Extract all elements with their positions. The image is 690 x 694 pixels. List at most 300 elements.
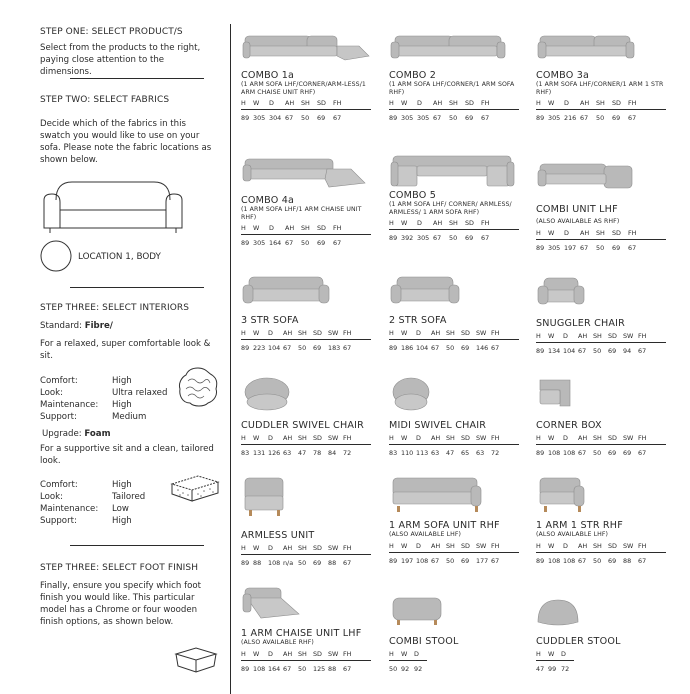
dim-label: SH xyxy=(298,544,307,552)
dim-value: 89 xyxy=(536,449,545,457)
product-name: SNUGGLER CHAIR xyxy=(536,318,626,329)
dim-label: H xyxy=(536,541,541,550)
dim-value: 67 xyxy=(491,556,500,565)
dim-label: AH xyxy=(431,434,441,442)
spec-value: High xyxy=(112,516,132,526)
dim-value: 197 xyxy=(401,556,414,565)
product-name: COMBO 3a xyxy=(536,70,590,81)
dim-value: 84 xyxy=(328,449,337,457)
dim-value: 99 xyxy=(548,665,557,673)
dim-value: 89 xyxy=(389,234,398,243)
dim-value: 134 xyxy=(548,347,561,355)
dim-value: 89 xyxy=(241,664,250,673)
dim-label: SD xyxy=(313,649,322,658)
dim-label: AH xyxy=(285,99,295,108)
standard-specs xyxy=(40,375,175,423)
dim-value: 67 xyxy=(283,664,292,673)
dim-label: W xyxy=(401,541,408,550)
upgrade-interior xyxy=(42,428,111,440)
dim-value: 67 xyxy=(431,344,440,352)
dim-label: D xyxy=(268,544,273,552)
dim-value: 113 xyxy=(416,449,429,457)
dim-value: 108 xyxy=(548,556,561,565)
dim-value: 108 xyxy=(548,449,561,457)
dim-value: 83 xyxy=(389,449,398,457)
dim-value: 50 xyxy=(298,664,307,673)
product-image-combo-1a xyxy=(241,30,371,70)
dim-label: H xyxy=(389,434,394,442)
dim-label: W xyxy=(253,329,260,337)
dimension-headers xyxy=(241,329,371,340)
dim-label: W xyxy=(401,650,408,658)
dim-label: SW xyxy=(476,541,487,550)
dim-label: AH xyxy=(578,332,588,340)
product-image-cuddler-swivel-chair xyxy=(241,376,371,416)
dim-label: H xyxy=(389,219,394,228)
dim-label: AH xyxy=(433,99,443,108)
dimension-values xyxy=(536,449,666,457)
product-image-1-arm-1-str-rhf xyxy=(536,476,666,520)
spec-key: Support: xyxy=(40,516,77,526)
dimension-headers xyxy=(536,332,666,343)
dim-label: SH xyxy=(298,329,307,337)
dim-label: SD xyxy=(461,541,470,550)
dimension-values xyxy=(389,449,519,457)
dim-label: SW xyxy=(623,541,634,550)
dim-label: FH xyxy=(491,434,500,442)
dim-label: SD xyxy=(465,219,474,228)
dim-label: SD xyxy=(465,99,474,108)
dim-label: SD xyxy=(612,228,621,237)
product-card xyxy=(389,150,519,242)
dim-value: 89 xyxy=(241,344,250,352)
dim-value: 69 xyxy=(612,114,621,123)
dimension-headers xyxy=(389,329,519,340)
dim-label: AH xyxy=(580,228,590,237)
dim-value: 50 xyxy=(596,114,605,123)
dimension-values xyxy=(241,559,371,567)
dim-value: 67 xyxy=(481,234,490,243)
dim-value: 78 xyxy=(313,449,322,457)
dim-value: 50 xyxy=(449,114,458,123)
standard-value: Fibre/ xyxy=(84,321,113,331)
step-prefix: STEP THREE: xyxy=(40,303,103,313)
dim-value: 69 xyxy=(465,234,474,243)
dim-label: SD xyxy=(461,434,470,442)
step-prefix: STEP ONE: xyxy=(40,27,92,37)
product-image-combi-unit-lhf xyxy=(536,160,666,200)
dim-label: W xyxy=(548,332,555,340)
dim-value: 69 xyxy=(317,114,326,123)
dimension-headers xyxy=(389,542,519,553)
dim-value: 50 xyxy=(593,556,602,565)
dim-label: D xyxy=(416,434,421,442)
dim-label: W xyxy=(401,99,408,108)
fibre-filling-icon xyxy=(176,365,220,409)
dim-value: 183 xyxy=(328,344,341,352)
dim-value: n/a xyxy=(283,559,294,567)
dim-value: 131 xyxy=(253,449,266,457)
dim-label: W xyxy=(548,541,555,550)
dim-value: 63 xyxy=(476,449,485,457)
product-card xyxy=(241,376,371,457)
dim-label: W xyxy=(253,434,260,442)
dim-label: SW xyxy=(328,434,339,442)
dim-label: D xyxy=(268,329,273,337)
step-title: SELECT FABRICS xyxy=(93,95,170,105)
spec-key: Look: xyxy=(40,388,64,398)
product-image-combi-stool xyxy=(389,594,519,630)
dim-label: H xyxy=(241,434,246,442)
dim-label: SH xyxy=(593,332,602,340)
dim-label: AH xyxy=(283,544,293,552)
product-card xyxy=(389,476,519,565)
product-description: (ALSO AVAILABLE AS RHF) xyxy=(536,218,620,225)
dim-value: 88 xyxy=(253,559,262,567)
dim-value: 92 xyxy=(401,665,410,673)
product-name: COMBO 2 xyxy=(389,70,437,81)
dim-value: 67 xyxy=(628,114,637,123)
dim-label: D xyxy=(563,434,568,442)
dimension-values xyxy=(536,557,666,565)
spec-value: Ultra relaxed xyxy=(112,388,168,398)
dim-value: 69 xyxy=(461,556,470,565)
dim-value: 305 xyxy=(548,243,561,252)
dim-value: 88 xyxy=(328,559,337,567)
dim-value: 305 xyxy=(253,239,266,248)
step-one-text: Select from the products to the right, paying close attention to the dimensions. xyxy=(40,43,201,77)
dim-value: 125 xyxy=(313,664,326,673)
dim-value: 108 xyxy=(563,449,576,457)
dim-label: FH xyxy=(628,228,637,237)
product-card xyxy=(536,594,666,673)
product-name: ARMLESS UNIT xyxy=(241,530,315,541)
dim-label: AH xyxy=(433,219,443,228)
spec-value: High xyxy=(112,480,132,490)
dim-label: D xyxy=(416,329,421,337)
product-card xyxy=(389,376,519,457)
dim-value: 72 xyxy=(561,665,570,673)
step-two-text: Decide which of the fabrics in this swatch you would like to use on your sofa. Please note the fabric locations as shown below. xyxy=(40,119,212,165)
dim-value: 108 xyxy=(416,556,429,565)
dimension-values xyxy=(536,665,666,673)
step-title: SELECT PRODUCT/S xyxy=(91,27,183,37)
dimension-headers xyxy=(389,99,519,110)
dimension-headers xyxy=(536,99,666,110)
dim-label: SD xyxy=(317,224,326,233)
dimension-headers xyxy=(241,99,371,110)
dim-label: SW xyxy=(476,329,487,337)
dim-value: 72 xyxy=(491,449,500,457)
dim-value: 89 xyxy=(389,556,398,565)
dim-value: 65 xyxy=(461,449,470,457)
dimension-headers xyxy=(536,434,666,445)
dimension-headers xyxy=(536,542,666,553)
sofa-outline-illustration xyxy=(42,176,184,236)
dim-label: W xyxy=(401,434,408,442)
standard-text: For a relaxed, super comfortable look & sit. xyxy=(40,339,211,361)
dim-label: SD xyxy=(608,541,617,550)
dim-label: D xyxy=(563,332,568,340)
upgrade-specs xyxy=(40,479,175,527)
product-name: 2 STR SOFA xyxy=(389,315,447,326)
step-four-heading xyxy=(40,562,198,574)
dim-value: 67 xyxy=(578,347,587,355)
product-description: (1 ARM SOFA LHF/CORNER/1 ARM SOFA RHF) xyxy=(389,81,515,96)
dim-label: SH xyxy=(301,99,310,108)
column-divider xyxy=(230,24,231,694)
dimension-values xyxy=(241,239,371,247)
dim-value: 67 xyxy=(638,449,647,457)
dim-label: D xyxy=(269,99,274,108)
product-description: (ALSO AVAILABLE LHF) xyxy=(536,531,609,538)
dim-value: 164 xyxy=(269,239,282,248)
dim-value: 50 xyxy=(389,665,398,673)
dim-label: H xyxy=(241,224,246,233)
product-card xyxy=(241,30,371,122)
product-description: (1 ARM SOFA LHF/CORNER/ARM-LESS/1 ARM CHAISE UNIT RHF) xyxy=(241,81,366,96)
dimension-values xyxy=(241,449,371,457)
dim-value: 50 xyxy=(593,347,602,355)
dim-value: 177 xyxy=(476,556,489,565)
spec-value: Low xyxy=(112,504,129,514)
dim-value: 108 xyxy=(268,559,281,567)
spec-key: Support: xyxy=(40,412,77,422)
product-name: MIDI SWIVEL CHAIR xyxy=(389,420,487,431)
dim-value: 50 xyxy=(596,243,605,252)
dim-label: FH xyxy=(628,99,637,108)
dim-value: 69 xyxy=(623,449,632,457)
dim-value: 108 xyxy=(253,664,266,673)
dim-label: H xyxy=(536,434,541,442)
dim-value: 89 xyxy=(536,114,545,123)
dim-label: SD xyxy=(313,544,322,552)
product-card xyxy=(389,30,519,122)
product-card xyxy=(536,160,666,252)
dim-value: 69 xyxy=(608,556,617,565)
standard-label: Standard: xyxy=(40,321,85,331)
dim-label: SH xyxy=(593,541,602,550)
dim-label: SH xyxy=(596,228,605,237)
dim-label: AH xyxy=(285,224,295,233)
product-name: COMBO 5 xyxy=(389,190,437,201)
product-description: (1 ARM SOFA LHF/1 ARM CHAISE UNIT RHF) xyxy=(241,206,362,221)
upgrade-label: Upgrade: xyxy=(42,429,85,439)
dim-label: D xyxy=(564,99,569,108)
product-description: (ALSO AVAILABLE RHF) xyxy=(241,639,314,646)
dim-label: W xyxy=(253,649,260,658)
product-image-corner-box xyxy=(536,376,666,416)
spec-value: Tailored xyxy=(112,492,146,502)
step-four-text: Finally, ensure you specify which foot finish you would like. This particular model has a Chrome or four wooden finish options, as shown below. xyxy=(40,581,201,627)
dim-value: 104 xyxy=(563,347,576,355)
dim-label: D xyxy=(563,541,568,550)
dim-value: 89 xyxy=(536,556,545,565)
dim-label: AH xyxy=(578,541,588,550)
product-name: COMBO 4a xyxy=(241,195,295,206)
dim-label: SD xyxy=(612,99,621,108)
dimension-values xyxy=(241,344,371,352)
dim-label: H xyxy=(389,650,394,658)
dim-value: 67 xyxy=(580,243,589,252)
dim-label: H xyxy=(389,541,394,550)
dim-label: D xyxy=(268,434,273,442)
dimension-headers xyxy=(389,219,519,230)
dimension-values xyxy=(536,347,666,355)
product-image-1-arm-chaise-unit-lhf xyxy=(241,584,371,624)
dimension-values xyxy=(536,114,666,122)
step-prefix: STEP TWO: xyxy=(40,95,94,105)
dim-value: 89 xyxy=(389,344,398,352)
product-description: (ALSO AVAILABLE LHF) xyxy=(389,531,462,538)
dim-value: 67 xyxy=(285,239,294,248)
dim-label: FH xyxy=(638,434,647,442)
dim-value: 47 xyxy=(536,665,545,673)
dim-label: SW xyxy=(623,332,634,340)
product-card xyxy=(241,584,371,673)
dimension-values xyxy=(389,344,519,352)
dim-label: W xyxy=(401,219,408,228)
dim-value: 67 xyxy=(333,114,342,123)
dim-label: SD xyxy=(313,329,322,337)
divider xyxy=(70,78,204,79)
dim-value: 50 xyxy=(446,344,455,352)
dim-label: SH xyxy=(298,649,307,658)
dim-value: 89 xyxy=(241,114,250,123)
dim-label: FH xyxy=(333,99,342,108)
dim-value: 104 xyxy=(416,344,429,352)
dim-value: 186 xyxy=(401,344,414,352)
dim-label: W xyxy=(548,99,555,108)
dim-label: W xyxy=(253,99,260,108)
dim-value: 50 xyxy=(446,556,455,565)
product-card xyxy=(536,376,666,457)
dim-label: SH xyxy=(301,224,310,233)
spec-key: Comfort: xyxy=(40,376,78,386)
product-image-combo-5 xyxy=(389,150,519,190)
dim-label: AH xyxy=(283,434,293,442)
dimension-values xyxy=(389,665,519,673)
dim-value: 67 xyxy=(433,234,442,243)
dim-value: 305 xyxy=(253,114,266,123)
dimension-headers xyxy=(536,229,666,240)
step-title: SELECT FOOT FINISH xyxy=(102,563,199,573)
dim-label: H xyxy=(241,99,246,108)
product-name: COMBO 1a xyxy=(241,70,295,81)
dim-label: W xyxy=(253,224,260,233)
dim-value: 67 xyxy=(491,344,500,352)
dim-label: D xyxy=(561,650,566,658)
dim-value: 216 xyxy=(564,114,577,123)
dim-value: 67 xyxy=(285,114,294,123)
dim-value: 89 xyxy=(536,243,545,252)
product-card xyxy=(536,276,666,355)
dim-label: D xyxy=(269,224,274,233)
dimension-values xyxy=(389,557,519,565)
dim-label: FH xyxy=(343,544,352,552)
dim-value: 50 xyxy=(301,114,310,123)
dim-label: SW xyxy=(328,544,339,552)
step-prefix: STEP THREE: xyxy=(40,563,103,573)
dim-value: 63 xyxy=(431,449,440,457)
dim-value: 67 xyxy=(343,559,352,567)
dim-value: 50 xyxy=(298,559,307,567)
dim-label: H xyxy=(241,329,246,337)
product-image-cuddler-stool xyxy=(536,594,666,630)
dimension-headers xyxy=(241,224,371,235)
dim-value: 305 xyxy=(417,114,430,123)
spec-key: Maintenance: xyxy=(40,400,99,410)
dim-label: AH xyxy=(283,649,293,658)
dim-value: 67 xyxy=(433,114,442,123)
dim-label: SW xyxy=(623,434,634,442)
dim-value: 89 xyxy=(241,239,250,248)
dim-value: 67 xyxy=(283,344,292,352)
product-name: COMBI STOOL xyxy=(389,636,459,647)
dim-label: SH xyxy=(446,541,455,550)
product-name: 3 STR SOFA xyxy=(241,315,299,326)
dim-label: SH xyxy=(446,329,455,337)
dim-value: 305 xyxy=(548,114,561,123)
dim-value: 69 xyxy=(608,449,617,457)
product-image-combo-2 xyxy=(389,30,519,70)
dim-label: SH xyxy=(298,434,307,442)
dim-label: AH xyxy=(283,329,293,337)
dim-value: 104 xyxy=(268,344,281,352)
dim-value: 88 xyxy=(623,556,632,565)
dim-label: H xyxy=(241,544,246,552)
product-image-armless-unit xyxy=(241,476,371,522)
dim-label: FH xyxy=(343,649,352,658)
dim-label: FH xyxy=(481,99,490,108)
dim-value: 72 xyxy=(343,449,352,457)
product-image-snuggler-chair xyxy=(536,276,666,316)
product-name: CUDDLER STOOL xyxy=(536,636,621,647)
dim-label: SD xyxy=(608,332,617,340)
dim-value: 88 xyxy=(328,664,337,673)
dim-label: W xyxy=(548,434,555,442)
dim-label: H xyxy=(241,649,246,658)
dim-label: D xyxy=(417,219,422,228)
dim-value: 67 xyxy=(580,114,589,123)
dim-label: D xyxy=(416,541,421,550)
product-image-combo-3a xyxy=(536,30,666,70)
dim-label: H xyxy=(536,99,541,108)
spec-key: Look: xyxy=(40,492,64,502)
dim-label: SD xyxy=(608,434,617,442)
spec-key: Maintenance: xyxy=(40,504,99,514)
dim-label: SH xyxy=(593,434,602,442)
divider xyxy=(70,545,204,546)
spec-value: High xyxy=(112,376,132,386)
step-title: SELECT INTERIORS xyxy=(102,303,190,313)
dim-label: D xyxy=(564,228,569,237)
dim-value: 164 xyxy=(268,664,281,673)
dim-label: SD xyxy=(313,434,322,442)
dim-value: 110 xyxy=(401,449,414,457)
dim-value: 197 xyxy=(564,243,577,252)
dim-value: 69 xyxy=(608,347,617,355)
dim-label: FH xyxy=(343,434,352,442)
dim-value: 67 xyxy=(343,344,352,352)
dimension-headers xyxy=(389,650,427,661)
product-name: CORNER BOX xyxy=(536,420,602,431)
dimension-values xyxy=(241,665,371,673)
dim-value: 69 xyxy=(313,559,322,567)
dim-value: 89 xyxy=(389,114,398,123)
product-description: (1 ARM SOFA LHF/CORNER/1 ARM 1 STR RHF) xyxy=(536,81,664,96)
dim-value: 304 xyxy=(269,114,282,123)
